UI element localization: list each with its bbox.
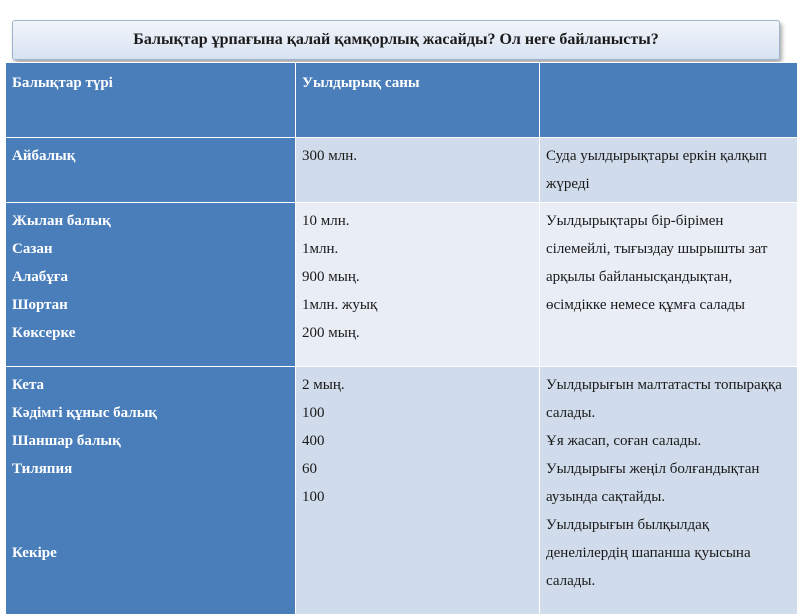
egg-count: 400 — [302, 433, 325, 449]
egg-count: 60 — [302, 461, 317, 477]
fish-cell — [6, 138, 296, 203]
fish-cell — [6, 203, 296, 367]
count-cell — [296, 138, 540, 203]
table-row — [6, 367, 798, 615]
note-cell — [540, 203, 798, 367]
note-text: Суда уылдырықтары еркін қалқып жүреді — [546, 148, 767, 192]
egg-count: 100 — [302, 489, 325, 505]
blank-line — [12, 483, 289, 511]
fish-name: Шаншар балық — [12, 433, 121, 449]
egg-count: 1млн. жуық — [302, 297, 378, 313]
egg-count: 200 мың. — [302, 325, 360, 341]
fish-cell — [6, 367, 296, 615]
egg-count: 10 млн. — [302, 213, 350, 229]
note-text: Уылдырығын малтатасты топыраққа салады. — [546, 377, 782, 421]
egg-count: 2 мың. — [302, 377, 345, 393]
egg-count: 1млн. — [302, 241, 339, 257]
fish-name: Жылан балық — [12, 213, 111, 229]
count-cell — [296, 203, 540, 367]
note-text: Ұя жасап, соған салады. — [546, 433, 702, 449]
table-header-row — [6, 63, 798, 138]
fish-name: Кекіре — [12, 545, 57, 561]
egg-count: 300 млн. — [302, 148, 358, 164]
egg-count: 100 — [302, 405, 325, 421]
fish-table — [5, 62, 798, 615]
egg-count: 900 мың. — [302, 269, 360, 285]
fish-name: Тиляпия — [12, 461, 73, 477]
table-row — [6, 203, 798, 367]
header-notes — [540, 63, 798, 138]
note-text: Уылдырығын былқылдақ денелілердің шапанша қуысына салады. — [546, 517, 751, 589]
fish-name: Кәдімгі құныс балық — [12, 405, 158, 421]
note-text: Уылдырықтары бір-бірімен сілемейлі, тығыздау шырышты зат арқылы байланысқандықтан, өсімдікке немесе құмға салады — [546, 213, 768, 313]
header-fish-type: Балықтар түрі — [6, 63, 296, 138]
note-cell — [540, 367, 798, 615]
title-text: Балықтар ұрпағына қалай қамқорлық жасайды? Ол неге байланысты? — [133, 31, 659, 48]
fish-name: Алабұға — [12, 269, 69, 285]
fish-name: Шортан — [12, 297, 68, 313]
note-cell — [540, 138, 798, 203]
fish-name: Сазан — [12, 241, 53, 257]
slide-title — [12, 20, 780, 60]
count-cell — [296, 367, 540, 615]
fish-name: Көксерке — [12, 325, 76, 341]
note-text: Уылдырығы жеңіл болғандықтан аузында сақтайды. — [546, 461, 760, 505]
table-row — [6, 138, 798, 203]
fish-name: Кета — [12, 377, 45, 393]
header-egg-count: Уылдырық саны — [296, 63, 540, 138]
blank-line — [12, 511, 289, 539]
fish-name: Айбалық — [12, 148, 76, 164]
